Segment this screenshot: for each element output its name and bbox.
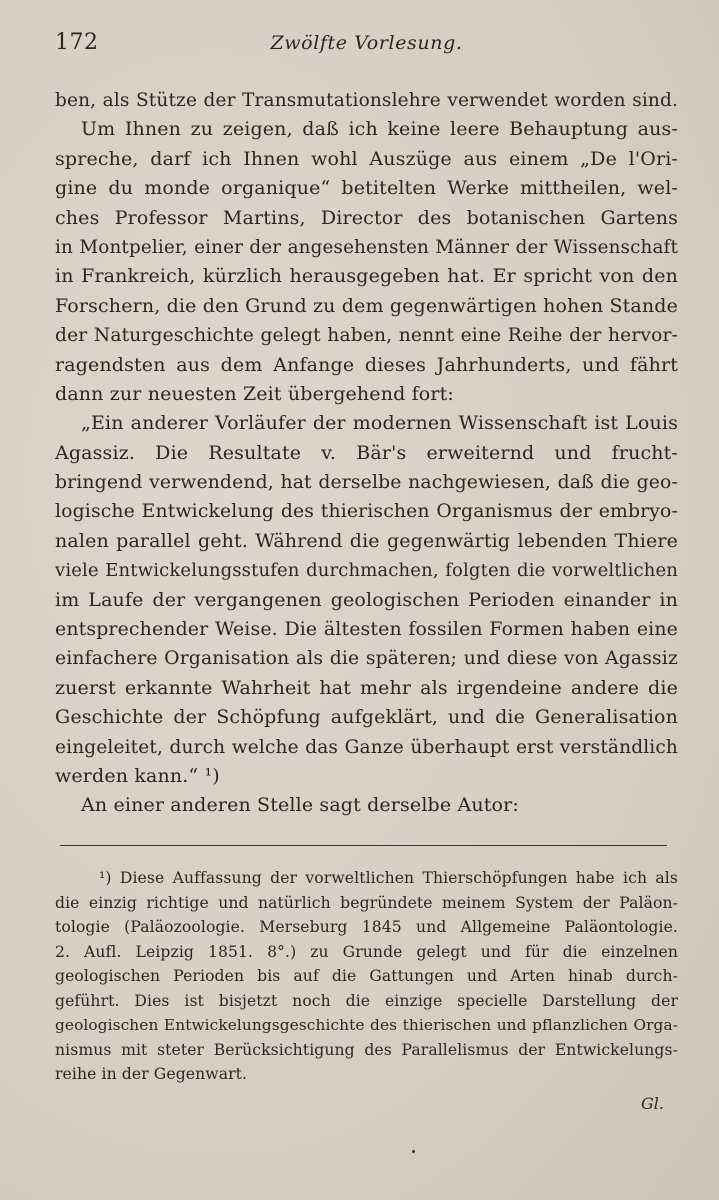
quote-line: eingeleitet, durch welche das Ganze überhaupt erst verständlich: [55, 736, 678, 758]
quote-line: einfachere Organisation als die späteren; und diese von Agassiz: [55, 648, 678, 670]
footnote-line: geführt. Dies ist bisjetzt noch die einzige specielle Darstellung der: [55, 991, 678, 1010]
main-text: [55, 86, 678, 821]
footnote-line: geologischen Entwickelungsgeschichte des thierischen und pflanzlichen Orga-: [55, 1016, 678, 1034]
quote-line: bringend verwendend, hat derselbe nachgewiesen, daß die geo-: [55, 472, 678, 494]
footnote-separator: [60, 845, 667, 846]
text-line: dann zur neuesten Zeit übergehend fort:: [55, 382, 454, 405]
footnote-line: geologischen Perioden bis auf die Gattungen und Arten hinab durch-: [55, 967, 678, 985]
text-line: spreche, darf ich Ihnen wohl Auszüge aus einem „De l'Ori-: [55, 147, 678, 170]
quote-line: entsprechender Weise. Die ältesten fossilen Formen haben eine: [55, 618, 678, 641]
text-line: der Naturgeschichte gelegt haben, nennt eine Reihe der hervor-: [55, 325, 678, 347]
text-line: Um Ihnen zu zeigen, daß ich keine leere Behauptung aus-: [81, 118, 678, 141]
text-line: ragendsten aus dem Anfange dieses Jahrhunderts, und fährt: [55, 353, 678, 376]
text-line: ches Professor Martins, Director des botanischen Gartens: [55, 206, 678, 229]
footnote-line: ¹) Diese Auffassung der vorweltlichen Thierschöpfungen habe ich als: [99, 869, 678, 887]
quote-line: werden kann.“ ¹): [55, 764, 220, 787]
footnote-line: 2. Aufl. Leipzig 1851. 8°.) zu Grunde gelegt und für die einzelnen: [55, 942, 678, 961]
quote-line: Agassiz. Die Resultate v. Bär's erweiternd und frucht-: [55, 441, 678, 464]
text-line: Forschern, die den Grund zu dem gegenwärtigen hohen Stande: [55, 294, 678, 317]
footnote-line: die einzig richtige und natürlich begründete meinem System der Paläon-: [55, 893, 678, 912]
ink-dot: [412, 1150, 415, 1153]
quote-line: nalen parallel geht. Während die gegenwärtig lebenden Thiere: [55, 529, 678, 552]
footnote: [55, 866, 678, 1087]
running-head: Zwölfte Vorlesung.: [270, 32, 463, 54]
text-line: gine du monde organique“ betitelten Werke mittheilen, wel-: [55, 177, 678, 200]
footnote-line: reihe in der Gegenwart.: [55, 1065, 248, 1083]
quote-line: zuerst erkannte Wahrheit hat mehr als irgendeine andere die: [55, 676, 678, 699]
footnote-line: tologie (Paläozoologie. Merseburg 1845 und Allgemeine Paläontologie.: [55, 918, 678, 936]
footnote-line: nismus mit steter Berücksichtigung des Parallelismus der Entwickelungs-: [55, 1040, 678, 1059]
text-line: in Frankreich, kürzlich herausgegeben hat. Er spricht von den: [55, 265, 678, 288]
page-header: [55, 30, 678, 66]
page-number: 172: [55, 30, 99, 55]
quote-line: „Ein anderer Vorläufer der modernen Wissenschaft ist Louis: [81, 412, 678, 435]
quote-line: logische Entwickelung des thierischen Organismus der embryo-: [55, 501, 678, 523]
footnote-signature: Gl.: [641, 1094, 664, 1113]
text-line: An einer anderen Stelle sagt derselbe Autor:: [81, 794, 519, 817]
quote-line: im Laufe der vergangenen geologischen Perioden einander in: [55, 588, 678, 611]
quote-line: Geschichte der Schöpfung aufgeklärt, und die Generalisation: [55, 706, 678, 729]
quote-line: viele Entwickelungsstufen durchmachen, folgten die vorweltlichen: [55, 560, 678, 582]
text-line: ben, als Stütze der Transmutationslehre verwendet worden sind.: [55, 90, 678, 111]
text-line: in Montpelier, einer der angesehensten Männer der Wissenschaft: [55, 236, 678, 258]
